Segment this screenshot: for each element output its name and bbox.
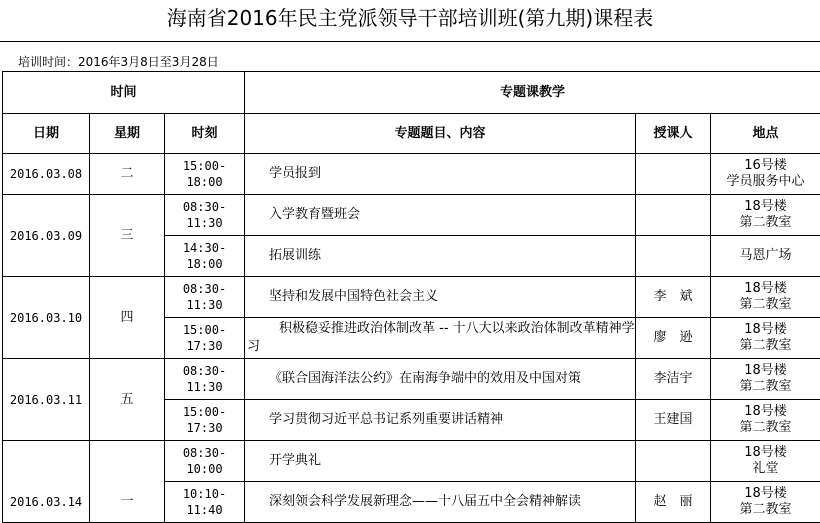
venue-line: 18号楼 [744, 281, 787, 296]
table-row [3, 277, 820, 318]
venue-line: 16号楼 [744, 158, 787, 173]
venue-cell [711, 482, 820, 523]
date-cell: 2016.03.09 [3, 195, 90, 277]
venue-line: 第二教室 [739, 379, 792, 394]
venue-line: 第二教室 [739, 502, 792, 517]
date-cell: 2016.03.08 [3, 154, 90, 195]
topic-cell: 学习贯彻习近平总书记系列重要讲话精神 [245, 400, 636, 441]
header-weekday: 星期 [90, 114, 165, 154]
table-row [3, 195, 820, 236]
time-cell: 08:30-11:30 [165, 195, 245, 236]
time-line: 08:30- [182, 446, 227, 460]
table-group-header-row [3, 72, 820, 114]
lecturer-cell [636, 236, 711, 277]
time-line: 10:00 [186, 462, 223, 476]
venue-line: 18号楼 [744, 322, 787, 337]
time-cell: 08:30-11:30 [165, 359, 245, 400]
venue-line: 18号楼 [744, 199, 787, 214]
topic-cell: 入学教育暨班会 [245, 195, 636, 236]
lecturer-cell: 李洁宇 [636, 359, 711, 400]
header-date: 日期 [3, 114, 90, 154]
time-cell [165, 441, 245, 482]
topic-cell: 开学典礼 [245, 441, 636, 482]
venue-line: 18号楼 [744, 445, 787, 460]
topic-cell: 坚持和发展中国特色社会主义 [245, 277, 636, 318]
venue-line: 18号楼 [744, 363, 787, 378]
venue-cell [711, 195, 820, 236]
lecturer-cell: 王建国 [636, 400, 711, 441]
header-time: 时刻 [165, 114, 245, 154]
header-time-group: 时间 [3, 72, 245, 114]
weekday-cell: 三 [90, 195, 165, 277]
venue-cell [711, 154, 820, 195]
weekday-cell: 四 [90, 277, 165, 359]
header-venue: 地点 [711, 114, 820, 154]
venue-cell [711, 441, 820, 482]
weekday-cell: 五 [90, 359, 165, 441]
venue-line: 第二教室 [739, 215, 792, 230]
topic-cell: 深刻领会科学发展新理念——十八届五中全会精神解读 [245, 482, 636, 523]
venue-line: 第二教室 [739, 338, 792, 353]
weekday-cell: 二 [90, 154, 165, 195]
time-cell: 08:30-11:30 [165, 277, 245, 318]
table-header-row [3, 114, 820, 154]
date-cell: 2016.03.10 [3, 277, 90, 359]
venue-line: 礼堂 [752, 461, 779, 476]
topic-cell: 积极稳妥推进政治体制改革 -- 十八大以来政治体制改革精神学习 [245, 318, 636, 359]
venue-line: 第二教室 [739, 297, 792, 312]
venue-line: 学员服务中心 [726, 174, 805, 189]
lecturer-cell [636, 154, 711, 195]
weekday-cell: 一 [90, 441, 165, 523]
schedule-table [2, 71, 820, 523]
venue-cell [711, 277, 820, 318]
time-cell: 14:30-18:00 [165, 236, 245, 277]
page-title: 海南省2016年民主党派领导干部培训班(第九期)课程表 [166, 6, 654, 30]
table-row [3, 441, 820, 482]
venue-line: 第二教室 [739, 420, 792, 435]
venue-line: 18号楼 [744, 404, 787, 419]
venue-line: 18号楼 [744, 486, 787, 501]
divider [0, 41, 820, 42]
time-cell: 15:00-17:30 [165, 400, 245, 441]
lecturer-cell [636, 441, 711, 482]
header-lecturer: 授课人 [636, 114, 711, 154]
time-cell: 10:10-11:40 [165, 482, 245, 523]
date-cell: 2016.03.11 [3, 359, 90, 441]
table-row [3, 359, 820, 400]
lecturer-cell: 李 斌 [636, 277, 711, 318]
topic-cell: 拓展训练 [245, 236, 636, 277]
venue-cell [711, 400, 820, 441]
topic-cell: 《联合国海洋法公约》在南海争端中的效用及中国对策 [245, 359, 636, 400]
date-cell: 2016.03.14 [3, 441, 90, 523]
venue-cell [711, 318, 820, 359]
header-topic: 专题题目、内容 [245, 114, 636, 154]
venue-cell [711, 359, 820, 400]
venue-cell: 马恩广场 [711, 236, 820, 277]
header-course-group: 专题课教学 [245, 72, 820, 114]
training-period: 培训时间：2016年3月8日至3月28日 [18, 55, 219, 69]
table-row [3, 154, 820, 195]
lecturer-cell [636, 195, 711, 236]
lecturer-cell: 赵 丽 [636, 482, 711, 523]
time-cell: 15:00-18:00 [165, 154, 245, 195]
time-cell: 15:00-17:30 [165, 318, 245, 359]
lecturer-cell: 廖 逊 [636, 318, 711, 359]
topic-cell: 学员报到 [245, 154, 636, 195]
